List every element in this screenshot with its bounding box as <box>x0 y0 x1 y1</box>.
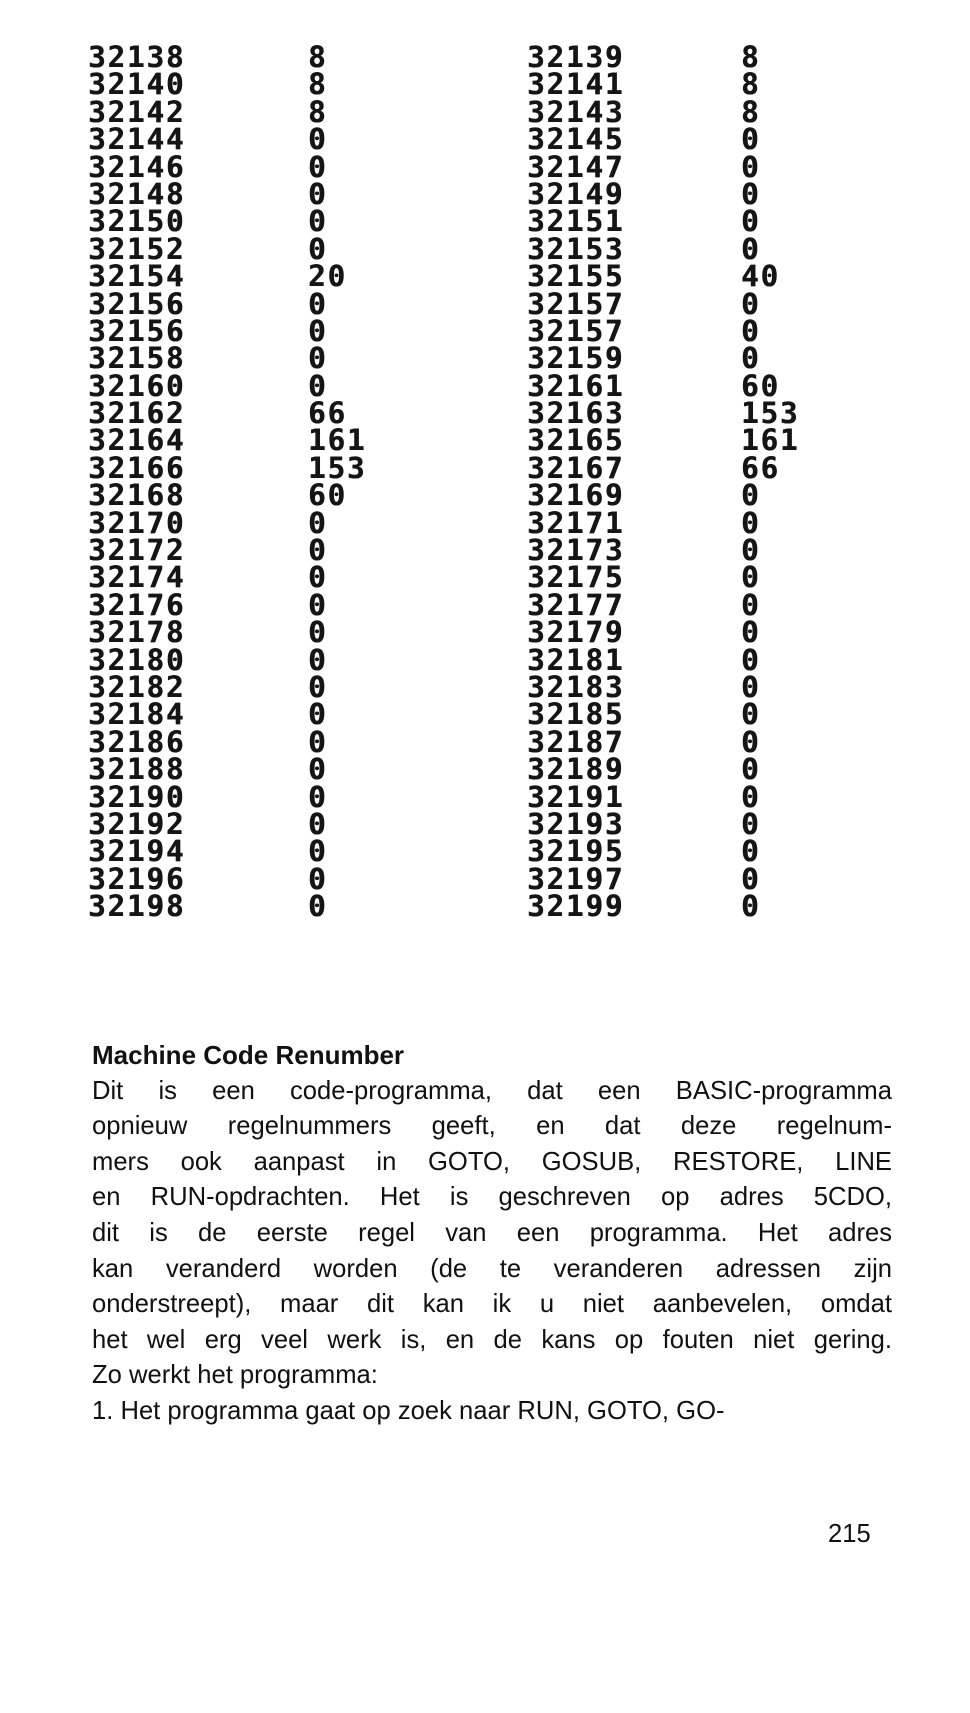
memory-value: 0 <box>308 587 328 622</box>
memory-address: 32184 <box>88 697 186 732</box>
memory-value: 8 <box>308 67 328 102</box>
memory-address: 32167 <box>527 450 625 485</box>
memory-address: 32173 <box>527 533 625 568</box>
memory-value: 0 <box>308 889 328 924</box>
memory-address: 32193 <box>527 806 625 841</box>
memory-value: 0 <box>308 122 328 157</box>
memory-value: 66 <box>741 450 780 485</box>
memory-address: 32150 <box>88 204 186 239</box>
paragraph-line: en RUN-opdrachten. Het is geschreven op adres 5CDO, <box>92 1183 892 1212</box>
section-title: Machine Code Renumber <box>92 1040 405 1070</box>
memory-address: 32192 <box>88 806 186 841</box>
memory-value: 8 <box>308 94 328 129</box>
memory-address: 32197 <box>527 861 625 896</box>
memory-address: 32139 <box>527 40 625 74</box>
memory-value: 0 <box>308 560 328 595</box>
memory-value: 0 <box>741 313 761 348</box>
memory-address: 32143 <box>527 94 625 129</box>
memory-value: 0 <box>741 505 761 540</box>
memory-value: 0 <box>308 806 328 841</box>
memory-address: 32171 <box>527 505 625 540</box>
memory-value: 40 <box>741 259 780 294</box>
memory-value: 8 <box>741 67 761 102</box>
memory-value: 0 <box>308 861 328 896</box>
memory-address: 32152 <box>88 231 186 266</box>
memory-address: 32174 <box>88 560 186 595</box>
memory-address: 32183 <box>527 669 625 704</box>
paragraph-line: kan veranderd worden (de te veranderen adressen zijn <box>92 1254 892 1283</box>
memory-address: 32165 <box>527 423 625 458</box>
memory-value: 0 <box>308 533 328 568</box>
memory-address: 32182 <box>88 669 186 704</box>
memory-address: 32189 <box>527 752 625 787</box>
memory-address: 32178 <box>88 615 186 650</box>
paragraph-line: Dit is een code-programma, dat een BASIC-programma <box>92 1076 892 1105</box>
memory-value: 0 <box>741 478 761 513</box>
memory-address: 32180 <box>88 642 186 677</box>
memory-address: 32196 <box>88 861 186 896</box>
memory-value: 0 <box>308 615 328 650</box>
memory-value: 0 <box>308 176 328 211</box>
memory-address: 32156 <box>88 313 186 348</box>
memory-value: 0 <box>741 779 761 814</box>
memory-address: 32191 <box>527 779 625 814</box>
memory-value: 0 <box>741 286 761 321</box>
section-text <box>92 1038 892 1430</box>
memory-value: 0 <box>741 533 761 568</box>
memory-address: 32151 <box>527 204 625 239</box>
memory-address: 32153 <box>527 231 625 266</box>
paragraph-line: Zo werkt het programma: <box>92 1361 378 1390</box>
memory-value: 0 <box>308 368 328 403</box>
memory-address: 32146 <box>88 149 186 184</box>
paragraph-line: het wel erg veel werk is, en de kans op fouten niet gering. <box>92 1325 892 1354</box>
memory-value: 60 <box>741 368 780 403</box>
memory-address: 32166 <box>88 450 186 485</box>
memory-address: 32172 <box>88 533 186 568</box>
memory-address: 32181 <box>527 642 625 677</box>
memory-address: 32138 <box>88 40 186 74</box>
memory-address: 32155 <box>527 259 625 294</box>
left-address-column <box>88 40 186 924</box>
memory-address: 32145 <box>527 122 625 157</box>
memory-address: 32199 <box>527 889 625 924</box>
memory-value: 0 <box>308 642 328 677</box>
memory-address: 32156 <box>88 286 186 321</box>
memory-value: 0 <box>741 560 761 595</box>
memory-address: 32185 <box>527 697 625 732</box>
memory-address: 32164 <box>88 423 186 458</box>
memory-value: 20 <box>308 259 347 294</box>
memory-value: 0 <box>741 724 761 759</box>
memory-value: 161 <box>308 423 367 458</box>
memory-value: 0 <box>741 122 761 157</box>
memory-listing <box>0 40 970 944</box>
memory-value: 0 <box>741 341 761 376</box>
memory-address: 32161 <box>527 368 625 403</box>
memory-address: 32177 <box>527 587 625 622</box>
memory-value: 0 <box>741 697 761 732</box>
memory-address: 32162 <box>88 396 186 431</box>
memory-value: 0 <box>308 286 328 321</box>
memory-value: 66 <box>308 396 347 431</box>
memory-value: 0 <box>741 642 761 677</box>
memory-value: 153 <box>741 396 800 431</box>
memory-address: 32148 <box>88 176 186 211</box>
memory-value: 0 <box>741 204 761 239</box>
memory-value: 0 <box>308 204 328 239</box>
memory-value: 0 <box>741 176 761 211</box>
memory-value: 0 <box>308 231 328 266</box>
paragraph-line: dit is de eerste regel van een programma. Het adres <box>92 1218 892 1247</box>
memory-value: 0 <box>741 615 761 650</box>
memory-value: 0 <box>308 669 328 704</box>
memory-address: 32169 <box>527 478 625 513</box>
memory-address: 32188 <box>88 752 186 787</box>
memory-value: 0 <box>308 313 328 348</box>
memory-value: 0 <box>308 697 328 732</box>
memory-address: 32149 <box>527 176 625 211</box>
memory-value: 8 <box>308 40 328 74</box>
memory-address: 32140 <box>88 67 186 102</box>
memory-address: 32163 <box>527 396 625 431</box>
memory-address: 32187 <box>527 724 625 759</box>
memory-address: 32160 <box>88 368 186 403</box>
memory-address: 32186 <box>88 724 186 759</box>
memory-address: 32159 <box>527 341 625 376</box>
memory-value: 161 <box>741 423 800 458</box>
right-address-column <box>527 40 625 924</box>
memory-value: 8 <box>741 94 761 129</box>
memory-value: 0 <box>308 724 328 759</box>
memory-address: 32179 <box>527 615 625 650</box>
memory-address: 32144 <box>88 122 186 157</box>
memory-value: 0 <box>308 341 328 376</box>
memory-address: 32141 <box>527 67 625 102</box>
memory-address: 32147 <box>527 149 625 184</box>
memory-value: 0 <box>741 149 761 184</box>
page-number: 215 <box>828 1520 871 1548</box>
memory-address: 32168 <box>88 478 186 513</box>
memory-address: 32198 <box>88 889 186 924</box>
memory-address: 32157 <box>527 313 625 348</box>
memory-address: 32170 <box>88 505 186 540</box>
memory-address: 32175 <box>527 560 625 595</box>
memory-value: 0 <box>308 505 328 540</box>
section-paragraph <box>92 1074 892 1394</box>
memory-value: 0 <box>741 231 761 266</box>
memory-value: 0 <box>741 752 761 787</box>
memory-value: 0 <box>308 834 328 869</box>
memory-value: 153 <box>308 450 367 485</box>
memory-value: 60 <box>308 478 347 513</box>
memory-address: 32142 <box>88 94 186 129</box>
memory-address: 32195 <box>527 834 625 869</box>
memory-address: 32190 <box>88 779 186 814</box>
memory-value: 0 <box>741 861 761 896</box>
memory-address: 32158 <box>88 341 186 376</box>
memory-value: 0 <box>741 587 761 622</box>
memory-value: 0 <box>741 806 761 841</box>
memory-value: 0 <box>741 889 761 924</box>
memory-value: 0 <box>308 149 328 184</box>
memory-value: 0 <box>741 834 761 869</box>
memory-value: 0 <box>308 752 328 787</box>
paragraph-line: opnieuw regelnummers geeft, en dat deze regelnum- <box>92 1112 892 1141</box>
memory-address: 32194 <box>88 834 186 869</box>
memory-value: 8 <box>741 40 761 74</box>
memory-value: 0 <box>741 669 761 704</box>
paragraph-line: onderstreept), maar dit kan ik u niet aanbevelen, omdat <box>92 1290 892 1319</box>
left-value-column <box>308 40 367 924</box>
right-value-column <box>741 40 800 924</box>
paragraph-line: mers ook aanpast in GOTO, GOSUB, RESTORE, LINE <box>92 1147 892 1176</box>
numbered-list-item: 1. Het programma gaat op zoek naar RUN, GOTO, GO- <box>92 1396 725 1425</box>
memory-address: 32154 <box>88 259 186 294</box>
memory-address: 32157 <box>527 286 625 321</box>
memory-address: 32176 <box>88 587 186 622</box>
memory-value: 0 <box>308 779 328 814</box>
